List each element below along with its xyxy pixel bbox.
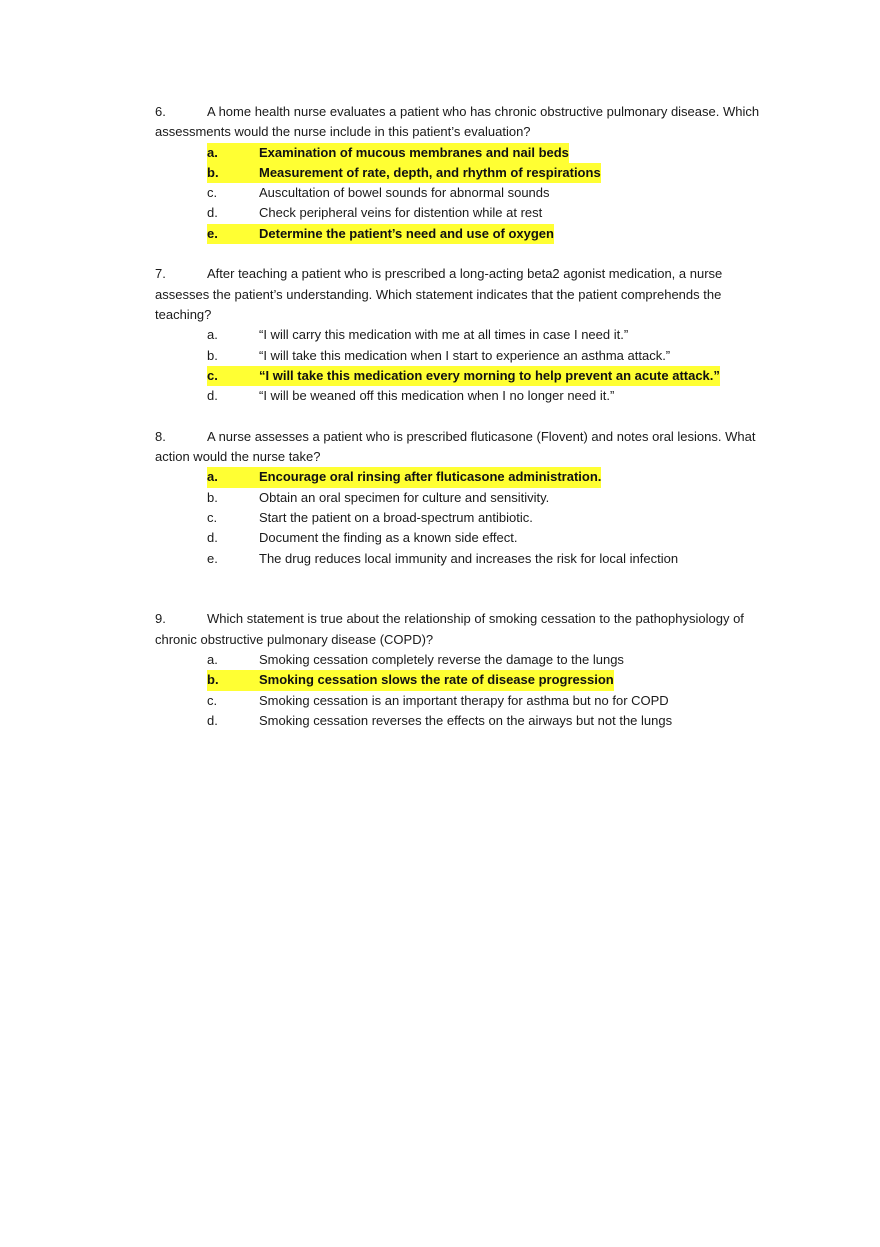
option-list bbox=[155, 650, 780, 731]
option-letter: b. bbox=[207, 489, 218, 505]
option-e bbox=[155, 224, 780, 244]
option-a bbox=[155, 325, 780, 345]
option-letter: b. bbox=[207, 672, 219, 688]
option-letter: d. bbox=[207, 388, 218, 404]
option-text: Obtain an oral specimen for culture and sensitivity. bbox=[259, 489, 550, 505]
spacer bbox=[155, 244, 780, 264]
option-b bbox=[155, 163, 780, 183]
option-text: “I will take this medication when I start to experience an asthma attack.” bbox=[259, 347, 671, 363]
option-list bbox=[155, 143, 780, 244]
option-text: Determine the patient’s need and use of oxygen bbox=[259, 225, 554, 241]
option-letter: a. bbox=[207, 652, 218, 668]
option-text: “I will be weaned off this medication when I no longer need it.” bbox=[259, 388, 615, 404]
question-stem bbox=[155, 264, 780, 325]
highlighted-answer bbox=[207, 143, 569, 163]
option-text: Examination of mucous membranes and nail beds bbox=[259, 144, 569, 160]
question-8 bbox=[155, 427, 780, 569]
option-text: Measurement of rate, depth, and rhythm of respirations bbox=[259, 164, 601, 180]
question-text: A home health nurse evaluates a patient who has chronic obstructive pulmonary disease. Which assessments would the nurse include in this patient’s evaluation? bbox=[155, 104, 760, 140]
question-number: 7. bbox=[155, 266, 166, 282]
question-9 bbox=[155, 609, 780, 731]
option-a bbox=[155, 467, 780, 487]
question-list bbox=[155, 102, 780, 731]
option-text: Smoking cessation is an important therapy for asthma but no for COPD bbox=[259, 692, 669, 708]
question-text: A nurse assesses a patient who is prescribed fluticasone (Flovent) and notes oral lesions. What action would the nurse take? bbox=[155, 428, 756, 465]
highlighted-answer bbox=[207, 163, 601, 183]
option-list bbox=[155, 467, 780, 568]
option-letter: a. bbox=[207, 327, 218, 343]
option-letter: a. bbox=[207, 144, 218, 160]
option-text: Check peripheral veins for distention while at rest bbox=[259, 205, 543, 221]
option-letter: d. bbox=[207, 530, 218, 546]
option-d bbox=[155, 528, 780, 548]
option-text: Document the finding as a known side effect. bbox=[259, 530, 518, 546]
option-a bbox=[155, 143, 780, 163]
spacer bbox=[155, 406, 780, 426]
option-letter: c. bbox=[207, 509, 218, 525]
option-c bbox=[155, 183, 780, 203]
question-number: 9. bbox=[155, 611, 166, 627]
spacer bbox=[155, 569, 780, 610]
question-number: 6. bbox=[155, 104, 166, 119]
option-letter: c. bbox=[207, 185, 218, 201]
option-text: “I will carry this medication with me at all times in case I need it.” bbox=[259, 327, 629, 343]
option-c bbox=[155, 508, 780, 528]
option-letter: d. bbox=[207, 712, 218, 728]
option-d bbox=[155, 203, 780, 223]
option-text: Auscultation of bowel sounds for abnormal sounds bbox=[259, 185, 550, 201]
question-text: After teaching a patient who is prescribed a long-acting beta2 agonist medication, a nurse assesses the patient’s understanding. Which statement indicates that the patient comprehends the teaching? bbox=[155, 266, 723, 322]
highlighted-answer bbox=[207, 670, 614, 690]
option-b bbox=[155, 346, 780, 366]
option-letter: b. bbox=[207, 347, 218, 363]
option-e bbox=[155, 549, 780, 569]
option-letter: a. bbox=[207, 469, 218, 485]
option-a bbox=[155, 650, 780, 670]
question-6 bbox=[155, 102, 780, 244]
option-text: “I will take this medication every morning to help prevent an acute attack.” bbox=[259, 367, 720, 383]
option-letter: c. bbox=[207, 367, 218, 383]
option-text: Encourage oral rinsing after fluticasone administration. bbox=[259, 469, 602, 485]
question-stem bbox=[155, 609, 780, 650]
option-text: Smoking cessation slows the rate of disease progression bbox=[259, 672, 614, 688]
question-stem bbox=[155, 427, 780, 468]
option-text: Smoking cessation completely reverse the damage to the lungs bbox=[259, 652, 624, 668]
question-text: Which statement is true about the relationship of smoking cessation to the pathophysiology of chronic obstructive pulmonary disease (COPD)? bbox=[155, 611, 744, 647]
option-c bbox=[155, 366, 780, 386]
option-letter: d. bbox=[207, 205, 218, 221]
question-7 bbox=[155, 264, 780, 406]
option-text: The drug reduces local immunity and increases the risk for local infection bbox=[259, 550, 679, 566]
option-letter: b. bbox=[207, 164, 219, 180]
option-list bbox=[155, 325, 780, 406]
highlighted-answer bbox=[207, 467, 601, 487]
option-letter: c. bbox=[207, 692, 218, 708]
option-text: Start the patient on a broad-spectrum antibiotic. bbox=[259, 509, 533, 525]
highlighted-answer bbox=[207, 366, 720, 386]
question-stem bbox=[155, 102, 780, 143]
option-c bbox=[155, 691, 780, 711]
option-b bbox=[155, 670, 780, 690]
option-d bbox=[155, 386, 780, 406]
option-text: Smoking cessation reverses the effects on the airways but not the lungs bbox=[259, 712, 673, 728]
option-d bbox=[155, 711, 780, 731]
option-b bbox=[155, 488, 780, 508]
question-number: 8. bbox=[155, 428, 166, 444]
option-letter: e. bbox=[207, 225, 218, 241]
option-letter: e. bbox=[207, 550, 218, 566]
highlighted-answer bbox=[207, 224, 554, 244]
